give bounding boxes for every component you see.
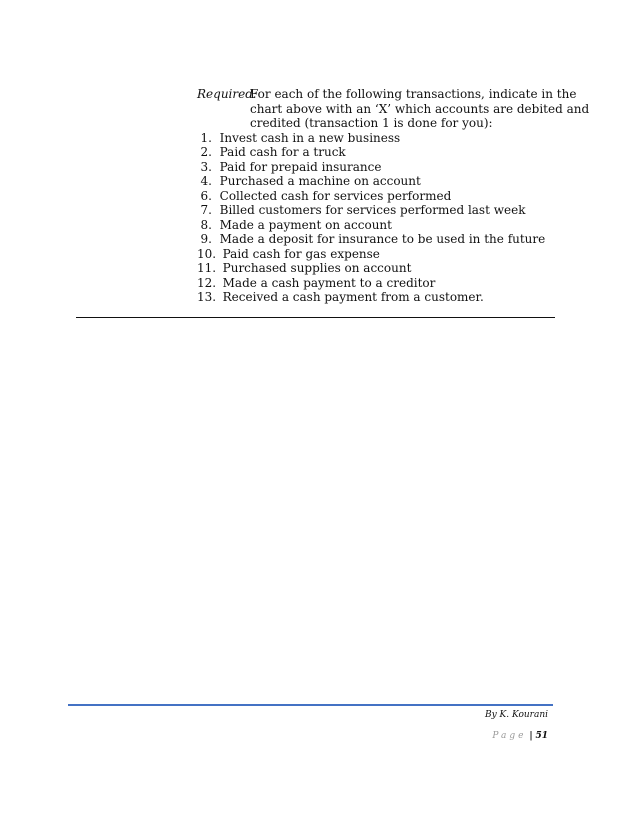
item-text: Paid cash for a truck	[219, 145, 346, 159]
item-text: Invest cash in a new business	[219, 131, 401, 145]
section-divider	[76, 317, 555, 318]
item-text: Made a cash payment to a creditor	[222, 276, 436, 290]
item-number: 8.	[200, 218, 212, 232]
page-number: 51	[535, 731, 548, 741]
item-number: 13.	[197, 290, 217, 304]
item-number: 6.	[200, 189, 212, 203]
item-text: Collected cash for services performed	[219, 189, 452, 203]
required-line-2: chart above with an ‘X’ which accounts are debited and	[250, 102, 590, 116]
footer-rule	[68, 704, 553, 706]
item-number: 9.	[200, 232, 212, 246]
item-number: 7.	[200, 203, 212, 217]
required-label: Required:	[197, 87, 257, 101]
page-word: Page	[492, 731, 527, 741]
item-number: 11.	[197, 261, 217, 275]
transaction-item	[198, 232, 545, 246]
required-line-3: credited (transaction 1 is done for you):	[250, 116, 493, 130]
item-text: Purchased supplies on account	[222, 261, 412, 275]
item-text: Received a cash payment from a customer.	[222, 290, 484, 304]
transaction-item	[198, 189, 451, 203]
item-number: 1.	[200, 131, 212, 145]
item-text: Billed customers for services performed last week	[219, 203, 526, 217]
transaction-item	[198, 174, 421, 188]
page-separator: |	[529, 731, 533, 741]
item-number: 2.	[200, 145, 212, 159]
item-number: 3.	[200, 160, 212, 174]
transaction-item	[198, 131, 400, 145]
item-number: 10.	[197, 247, 217, 261]
footer-author: By K. Kourani	[484, 710, 548, 720]
transaction-item	[198, 145, 346, 159]
item-text: Made a deposit for insurance to be used in the future	[219, 232, 546, 246]
transaction-item	[197, 247, 380, 261]
transaction-item	[197, 261, 411, 275]
transaction-item	[198, 160, 381, 174]
transaction-item	[198, 203, 525, 217]
page-indicator	[492, 731, 548, 741]
transaction-item	[197, 276, 435, 290]
transaction-item	[198, 218, 392, 232]
item-text: Made a payment on account	[219, 218, 392, 232]
required-line-1: For each of the following transactions, indicate in the	[250, 87, 577, 101]
item-number: 12.	[197, 276, 217, 290]
item-text: Purchased a machine on account	[219, 174, 421, 188]
transaction-item	[197, 290, 484, 304]
item-text: Paid cash for gas expense	[222, 247, 380, 261]
item-text: Paid for prepaid insurance	[219, 160, 382, 174]
item-number: 4.	[200, 174, 212, 188]
